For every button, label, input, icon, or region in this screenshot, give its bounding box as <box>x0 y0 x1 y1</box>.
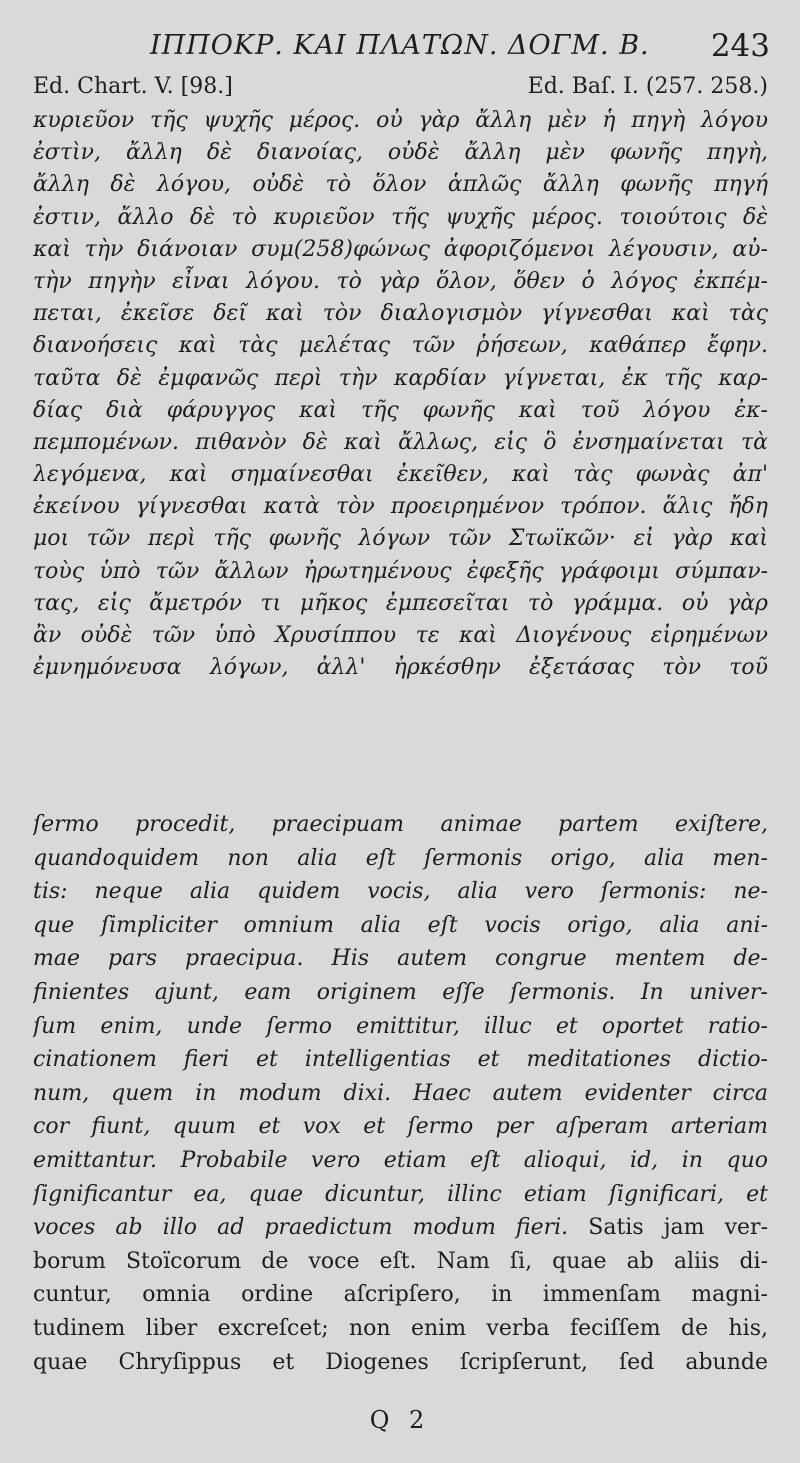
page-number: 243 <box>710 28 770 64</box>
greek-text-line: πεται, ἐκεῖσε δεῖ καὶ τὸν διαλογισμὸν γίγνεσθαι καὶ τὰς <box>33 301 768 327</box>
latin-italic-text: voces ab illo ad praedictum modum fieri. <box>33 1215 569 1241</box>
greek-text-line: ἐκείνου γίγνεσθαι κατὰ τὸν προειρημένον τρόπον. ἅλις ἤδη <box>33 494 768 520</box>
latin-text-line <box>33 1211 768 1245</box>
greek-text-block <box>33 105 768 684</box>
greek-text-line: καὶ τὴν διάνοιαν συμ(258)φώνως ἀφοριζόμενοι λέγουσιν, αὐ- <box>33 236 768 262</box>
latin-roman-text: quae Chryſippus et Diogenes ſcripſerunt, ſed abunde <box>33 1349 768 1375</box>
latin-text-line <box>33 1245 768 1279</box>
latin-roman-text: cuntur, omnia ordine aſcripſero, in immenſam magni- <box>33 1282 768 1308</box>
greek-text-line: μοι τῶν περὶ τῆς φωνῆς λόγων τῶν Στωϊκῶν· εἰ γὰρ καὶ <box>33 526 768 552</box>
greek-text-line: πεμπομένων. πιθανὸν δὲ καὶ ἄλλως, εἰς ὃ ἐνσημαίνεται τὰ <box>33 429 768 455</box>
latin-roman-text: Satis jam ver- <box>568 1215 768 1241</box>
latin-text-line <box>33 808 768 842</box>
latin-text-line <box>33 976 768 1010</box>
latin-text-line <box>33 1278 768 1312</box>
latin-text-line <box>33 1043 768 1077</box>
greek-text-line: ἐστιν, ἄλλο δὲ τὸ κυριεῦον τῆς ψυχῆς μέρος. τοιούτοις δὲ <box>33 204 768 230</box>
latin-italic-text: mae pars praecipua. His autem congrue mentem de- <box>33 946 768 972</box>
greek-text-line: ἐμνημόνευσα λόγων, ἀλλ' ἠρκέσθην ἐξετάσας τὸν τοῦ <box>33 655 768 681</box>
greek-text-line: ταῦτα δὲ ἐμφανῶς περὶ τὴν καρδίαν γίγνεται, ἐκ τῆς καρ- <box>33 365 768 391</box>
greek-text-line: ἂν οὐδὲ τῶν ὑπὸ Χρυσίππου τε καὶ Διογένους εἰρημένων <box>33 623 768 648</box>
greek-text-line: κυριεῦον τῆς ψυχῆς μέρος. οὐ γὰρ ἄλλη μὲν ἡ πηγὴ λόγου <box>33 108 768 133</box>
latin-italic-text: ſum enim, unde ſermo emittitur, illuc et oportet ratio- <box>33 1013 768 1039</box>
latin-text-line <box>33 1312 768 1346</box>
greek-text-line: λεγόμενα, καὶ σημαίνεσθαι ἐκεῖθεν, καὶ τὰς φωνὰς ἀπ' <box>33 462 768 488</box>
latin-text-line <box>33 842 768 876</box>
running-title: ΙΠΠΟΚΡ. ΚΑΙ ΠΛΑΤΩΝ. ΔΟΓΜ. Β. <box>150 30 650 61</box>
latin-text-line <box>33 1346 768 1380</box>
greek-text-line: δίας διὰ φάρυγγος καὶ τῆς φωνῆς καὶ τοῦ λόγου ἐκ- <box>33 397 768 423</box>
latin-text-line <box>33 1077 768 1111</box>
latin-italic-text: ſermo procedit, praecipuam animae partem exiſtere, <box>33 812 768 837</box>
latin-italic-text: num, quem in modum dixi. Haec autem evidenter circa <box>33 1080 768 1106</box>
latin-translation-block <box>33 808 768 1379</box>
latin-text-line <box>33 1144 768 1178</box>
latin-italic-text: tis: neque alia quidem vocis, alia vero ſermonis: ne- <box>33 879 768 905</box>
latin-italic-text: cinationem fieri et intelligentias et meditationes dictio- <box>33 1047 768 1073</box>
greek-text-line: διανοήσεις καὶ τὰς μελέτας τῶν ῥήσεων, καθάπερ ἔφην. <box>33 333 768 359</box>
latin-italic-text: cor fiunt, quum et vox et ſermo per aſperam arteriam <box>33 1114 768 1140</box>
greek-text-line: τας, εἰς ἄμετρόν τι μῆκος ἐμπεσεῖται τὸ γράμμα. οὐ γὰρ <box>33 590 768 616</box>
latin-roman-text: tudinem liber excreſcet; non enim verba feciſſem de his, <box>33 1315 768 1341</box>
greek-text-line: τὴν πηγὴν εἶναι λόγου. τὸ γὰρ ὅλον, ὅθεν ὁ λόγος ἐκπέμ- <box>33 268 768 294</box>
greek-text-line: τοὺς ὑπὸ τῶν ἄλλων ἠρωτημένους ἐφεξῆς γράφοιμι σύμπαν- <box>33 558 768 584</box>
latin-text-line <box>33 1178 768 1212</box>
edition-reference-chartier: Ed. Chart. V. [98.] <box>33 74 233 99</box>
signature-mark: Q 2 <box>369 1406 431 1434</box>
latin-text-line <box>33 942 768 976</box>
latin-text-line <box>33 1110 768 1144</box>
latin-italic-text: ſignificantur ea, quae dicuntur, illinc etiam ſignificari, et <box>33 1181 768 1207</box>
greek-text-line: ἄλλη δὲ λόγου, οὐδὲ τὸ ὅλον ἁπλῶς ἄλλη φωνῆς πηγή <box>33 172 768 198</box>
latin-text-line <box>33 909 768 943</box>
latin-italic-text: quandoquidem non alia eſt ſermonis origo, alia men- <box>33 845 768 871</box>
greek-text-line: ἐστὶν, ἄλλη δὲ διανοίας, οὐδὲ ἄλλη μὲν φωνῆς πηγὴ, <box>33 140 768 166</box>
latin-italic-text: finientes ajunt, eam originem eſſe ſermonis. In univer- <box>33 979 768 1005</box>
latin-italic-text: emittantur. Probabile vero etiam eſt alioqui, id, in quo <box>33 1147 768 1173</box>
latin-italic-text: que ſimpliciter omnium alia eſt vocis origo, alia ani- <box>33 912 768 938</box>
latin-roman-text: borum Stoïcorum de voce eſt. Nam ſi, quae ab aliis di- <box>33 1248 768 1274</box>
latin-text-line <box>33 1010 768 1044</box>
edition-reference-basel: Ed. Baſ. I. (257. 258.) <box>527 74 768 99</box>
latin-text-line <box>33 875 768 909</box>
